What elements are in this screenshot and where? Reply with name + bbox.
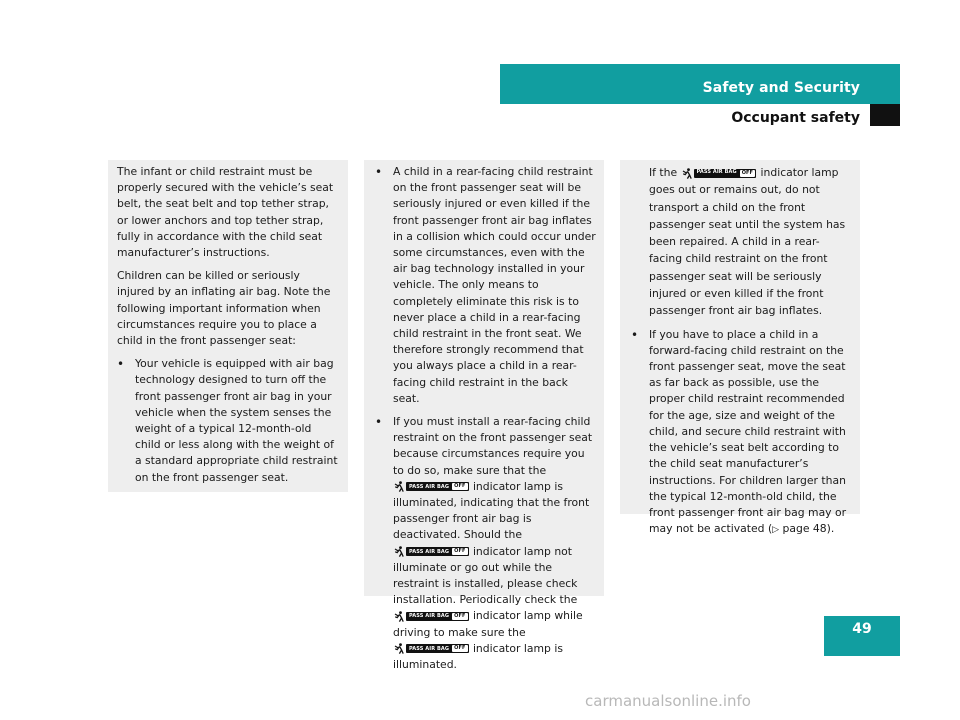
pass-airbag-off-indicator: PASS AIR BAG OFF (394, 610, 469, 622)
page-number: 49 (852, 621, 872, 637)
pass-airbag-off-indicator: PASS AIR BAG OFF (682, 167, 757, 179)
bullet-rear-facing-install: • If you must install a rear-facing child restraint on the front passenger seat because circumstances require you to do so, make sure that the PASS AIR BAG OFF indicator lamp is illuminated, indicating that the front passenger front air bag is deactivated. Should the PASS AIR BAG OFF indicator lamp not illuminate or go out while the restraint is installed, please check installation. Periodically check the PASS AIR BAG OFF indicator lamp while driving to make sure the PASS AIR BAG OFF indicator lamp is illuminated. (375, 414, 596, 673)
bullet-forward-facing: • If you have to place a child in a forward-facing child restraint on the front passenger seat, move the seat as far back as possible, use the proper child restraint recommended for the age, size and weight of the child, and secure child restraint with the vehicle’s seat belt according to the child seat manufacturer’s instructions. For children larger than the typical 12-month-old child, the front passenger front air bag may or may not be activated (▷ page 48). (631, 327, 852, 539)
pass-airbag-off-indicator: PASS AIR BAG OFF (394, 481, 469, 493)
page-reference-arrow-icon: ▷ (772, 525, 780, 536)
bullet-airbag-technology: • Your vehicle is equipped with air bag technology designed to turn off the front passenger front air bag in your vehicle when the system senses the weight of a typical 12-month-old child or less along with the weight of a standard appropriate child restraint on the front passenger seat. (117, 356, 340, 486)
pass-airbag-off-indicator: PASS AIR BAG OFF (394, 546, 469, 558)
paragraph-children-warning: Children can be killed or seriously injured by an inflating air bag. Note the following important information when circumstances require you to place a child in the front passenger seat: (117, 269, 331, 348)
paragraph-indicator-out: If the PASS AIR BAG OFF indicator lamp goes out or remains out, do not transport a child on the front passenger seat until the system has been repaired. A child in a rear-facing child restraint on the front passenger seat will be seriously injured or even killed if the front passenger front air bag inflates. (649, 166, 846, 318)
column-1 (108, 160, 348, 492)
section-marker-tab (870, 104, 900, 126)
bullet-list (117, 356, 340, 486)
bullet-list (631, 327, 852, 539)
passenger-airbag-person-icon (394, 481, 404, 492)
pass-airbag-off-indicator: PASS AIR BAG OFF (394, 643, 469, 655)
section-title: Safety and Security (702, 80, 860, 96)
column-3 (620, 160, 860, 536)
passenger-airbag-person-icon (394, 611, 404, 622)
passenger-airbag-person-icon (394, 546, 404, 557)
passenger-airbag-person-icon (394, 643, 404, 654)
bullet-list (375, 164, 596, 673)
paragraph-restraint-securing: The infant or child restraint must be properly secured with the vehicle’s seat belt, the seat belt and top tether strap, or lower anchors and top tether strap, fully in accordance with the child seat manufacturer’s instructions. (117, 165, 334, 260)
page-reference-link[interactable]: page 48). (779, 522, 835, 536)
page-subtitle: Occupant safety (731, 110, 860, 126)
footer-watermark: carmanualsonline.info (585, 692, 751, 710)
column-2 (364, 160, 604, 672)
bullet-rear-facing-danger: • A child in a rear-facing child restraint on the front passenger seat will be seriously injured or even killed if the front passenger front air bag inflates in a collision which could occur under some circumstances, even with the air bag technology installed in your vehicle. The only means to completely eliminate this risk is to never place a child in a rear-facing child restraint in the front seat. We therefore strongly recommend that you always place a child in a rear-facing child restraint in the back seat. (375, 164, 596, 407)
passenger-airbag-person-icon (682, 168, 692, 179)
